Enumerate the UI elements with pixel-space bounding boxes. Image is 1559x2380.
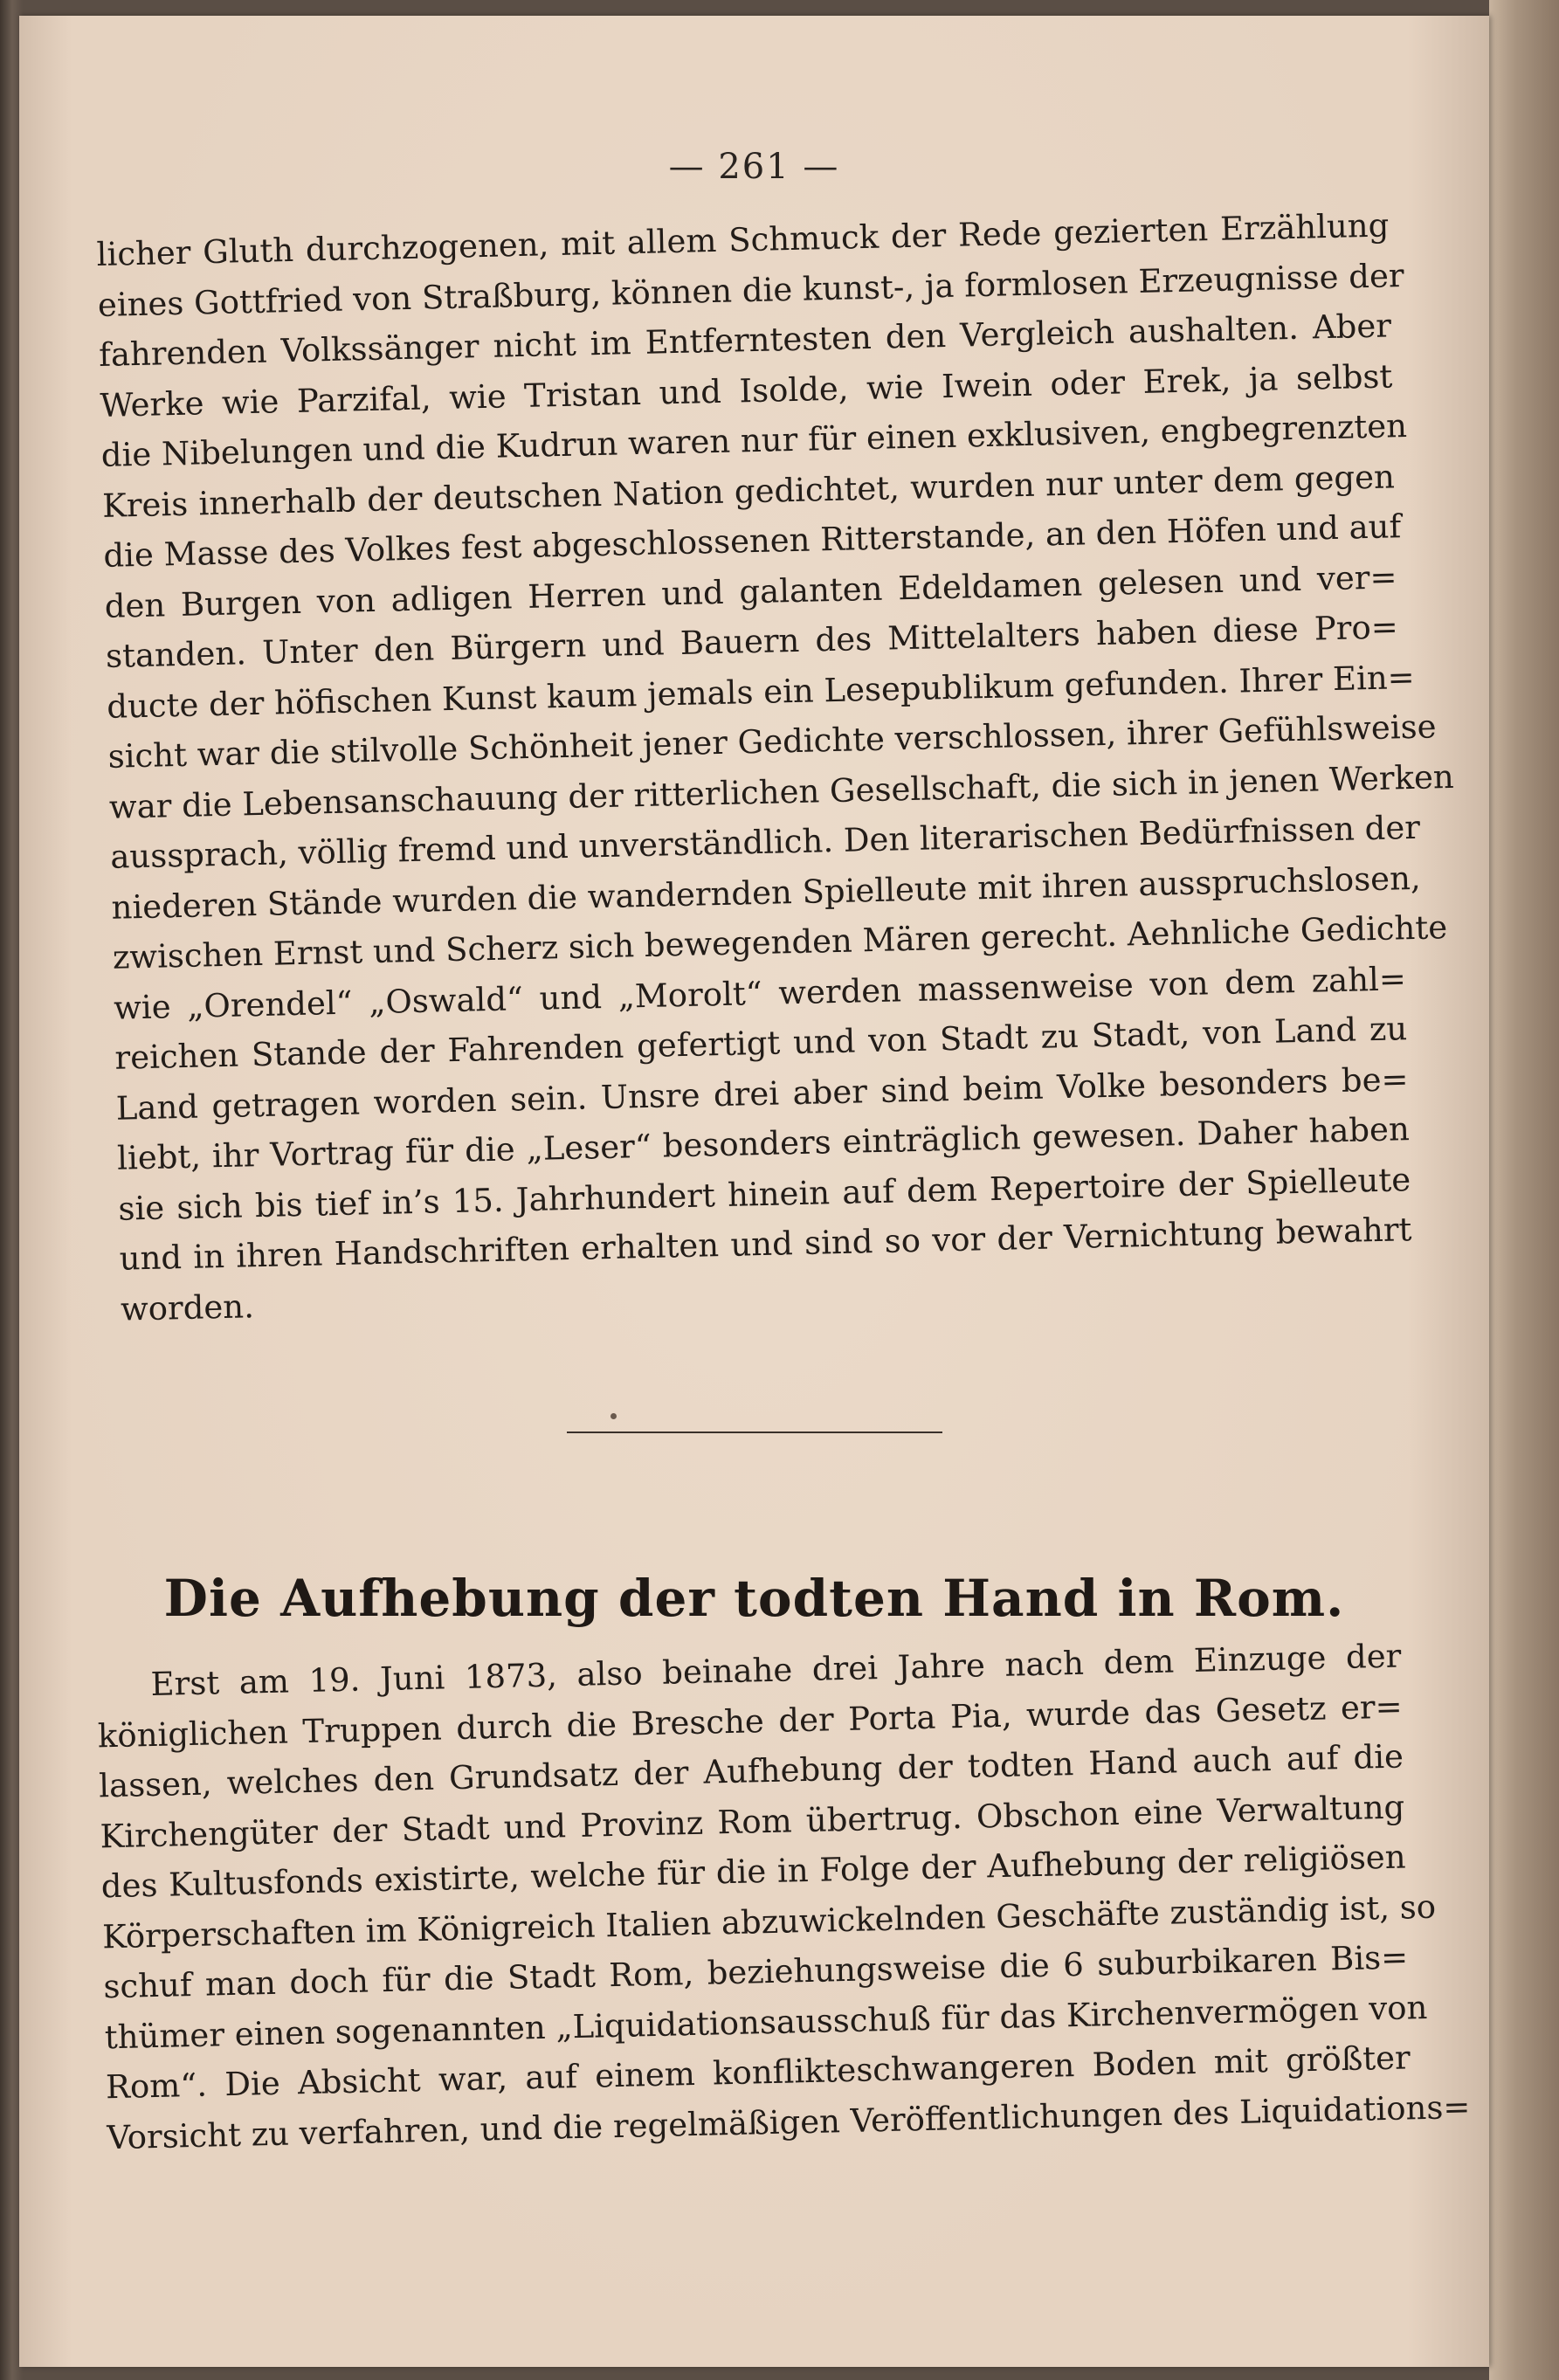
scan-right-edge [1489, 0, 1559, 2380]
text-line: lassen, welches den Grundsatz der Aufhebung der todten Hand auch auf die [98, 1737, 1404, 1805]
text-line: den Burgen von adligen Herren und galanten Edeldamen gelesen und ver= [104, 557, 1397, 625]
text-line: die Nibelungen und die Kudrun waren nur für einen exklusiven, engbegrenzten [100, 407, 1408, 474]
text-line: liebt, ihr Vortrag für die „Leser“ besonders einträglich gewesen. Daher haben [116, 1110, 1411, 1177]
text-line: des Kultusfonds existirte, welche für die in Folge der Aufhebung der religiösen [100, 1838, 1406, 1906]
text-line: standen. Unter den Bürgern und Bauern des Mittelalters haben diese Pro= [105, 608, 1399, 675]
text-line: ducte der höfischen Kunst kaum jemals ein Lesepublikum gefunden. Ihrer Ein= [106, 658, 1416, 726]
page-number: — 261 — [668, 147, 840, 187]
text-line: sicht war die stilvolle Schönheit jener Gedichte verschlossen, ihrer Gefühlsweise [107, 707, 1437, 776]
text-line: fahrenden Volkssänger nicht im Entferntesten den Vergleich aushalten. Aber [98, 307, 1392, 374]
text-line: war die Lebensanschauung der ritterlichen Gesellschaft, die sich in jenen Werken [108, 757, 1455, 826]
text-line: Erst am 19. Juni 1873, also beinahe drei Jahre nach dem Einzuge der [150, 1637, 1402, 1703]
paragraph-continuation [96, 200, 1455, 1334]
article-title: Die Aufhebung der todten Hand in Rom. [163, 1569, 1345, 1628]
text-line: eines Gottfried von Straßburg, können die kunst-, ja formlosen Erzeugnisse der [97, 256, 1405, 324]
text-line: Kirchengüter der Stadt und Provinz Rom übertrug. Obschon eine Verwaltung [100, 1787, 1405, 1855]
text-line: niederen Stände wurden die wandernden Spielleute mit ihren ausspruchslosen, [111, 859, 1422, 927]
ink-speck [610, 1413, 617, 1419]
section-divider [567, 1431, 942, 1433]
text-line: die Masse des Volkes fest abgeschlossenen Ritterstande, an den Höfen und auf [102, 507, 1402, 575]
text-line: Körperschaften im Königreich Italien abzuwickelnden Geschäfte zuständig ist, so [101, 1887, 1437, 1956]
text-line: Vorsicht zu verfahren, und die regelmäßigen Veröffentlichungen des Liquidations= [106, 2087, 1471, 2156]
text-line: Land getragen worden sein. Unsre drei aber sind beim Volke besonders be= [115, 1059, 1409, 1128]
text-line: licher Gluth durchzogenen, mit allem Schmuck der Rede gezierten Erzählung [96, 206, 1390, 273]
text-line: Kreis innerhalb der deutschen Nation gedichtet, wurden nur unter dem gegen [101, 457, 1396, 525]
text-line: zwischen Ernst und Scherz sich bewegenden Mären gerecht. Aehnliche Gedichte [112, 908, 1448, 976]
book-page [19, 16, 1489, 2367]
text-line: worden. [120, 1287, 255, 1328]
text-line: und in ihren Handschriften erhalten und sind so vor der Vernichtung bewahrt [119, 1211, 1412, 1278]
text-line: schuf man doch für die Stadt Rom, beziehungsweise die 6 suburbikaren Bis= [103, 1938, 1409, 2006]
text-line: wie „Orendel“ „Oswald“ und „Morolt“ werden massenweise von dem zahl= [113, 959, 1407, 1027]
text-line: aussprach, völlig fremd und unverständlich. Den literarischen Bedürfnissen der [109, 808, 1421, 876]
article-body [97, 1632, 1471, 2162]
text-line: königlichen Truppen durch die Bresche der Porta Pia, wurde das Gesetz er= [97, 1687, 1404, 1755]
text-line: Werke wie Parzifal, wie Tristan und Isolde, wie Iwein oder Erek, ja selbst [100, 356, 1393, 424]
text-line: Rom“. Die Absicht war, auf einem konflikteschwangeren Boden mit größter [105, 2039, 1411, 2107]
text-line: reichen Stande der Fahrenden gefertigt und von Stadt zu Stadt, von Land zu [114, 1010, 1408, 1077]
text-line: thümer einen sogenannten „Liquidationsausschuß für das Kirchenvermögen von [104, 1988, 1428, 2056]
text-line: sie sich bis tief in’s 15. Jahrhundert hinein auf dem Repertoire der Spielleute [117, 1160, 1411, 1228]
